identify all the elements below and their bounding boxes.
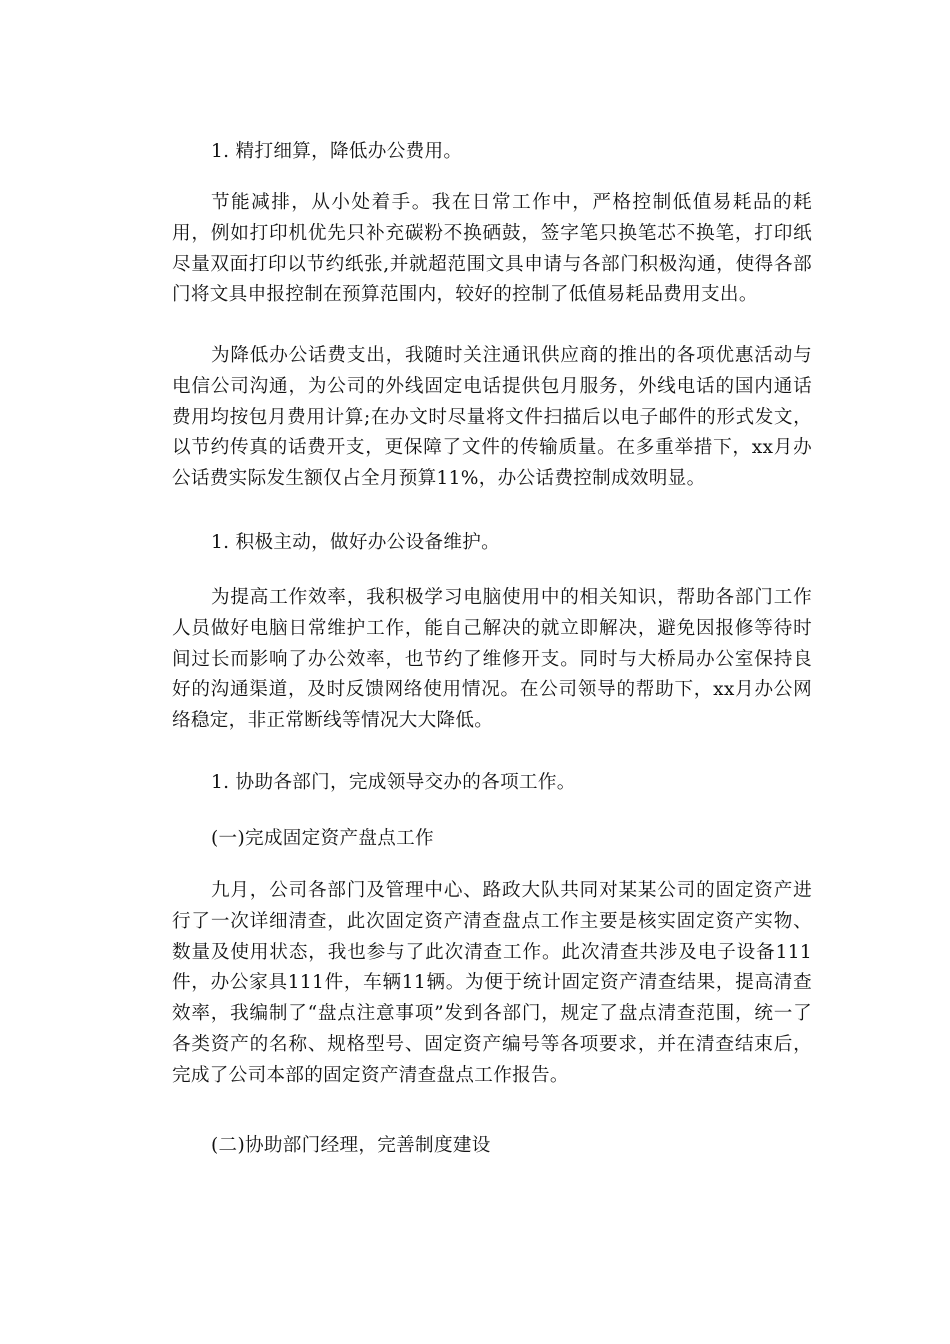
- paragraph-phone-costs: 为降低办公话费支出，我随时关注通讯供应商的推出的各项优惠活动与电信公司沟通，为公司的外线固定电话提供包月服务，外线电话的国内通话费用均按包月费用计算;在办文时尽量将文件扫描后以电子邮件的形式发文，以节约传真的话费开支，更保障了文件的传输质量。在多重举措下，xx月办公话费实际发生额仅占全月预算11%，办公话费控制成效明显。: [172, 345, 812, 490]
- paragraph-asset-inventory: 九月，公司各部门及管理中心、路政大队共同对某某公司的固定资产进行了一次详细清查，此次固定资产清查盘点工作主要是核实固定资产实物、数量及使用状态，我也参与了此次清查工作。此次清查共涉及电子设备111件，办公家具111件，车辆11辆。为便于统计固定资产清查结果，提高清查效率，我编制了“盘点注意事项”发到各部门，规定了盘点清查范围，统一了各类资产的名称、规格型号、固定资产编号等各项要求，并在清查结束后，完成了公司本部的固定资产清查盘点工作报告。: [172, 880, 812, 1086]
- paragraph-computer-maintenance: 为提高工作效率，我积极学习电脑使用中的相关知识，帮助各部门工作人员做好电脑日常维护工作，能自己解决的就立即解决，避免因报修等待时间过长而影响了办公效率，也节约了维修开支。同时与大桥局办公室保持良好的沟通渠道，及时反馈网络使用情况。在公司领导的帮助下，xx月办公网络稳定，非正常断线等情况大大降低。: [172, 587, 812, 732]
- subsection-heading-asset-inventory: (一)完成固定资产盘点工作: [211, 828, 434, 849]
- paragraph-energy-saving: 节能减排，从小处着手。我在日常工作中，严格控制低值易耗品的耗用，例如打印机优先只补充碳粉不换硒鼓，签字笔只换笔芯不换笔，打印纸尽量双面打印以节约纸张,并就超范围文具申请与各部门积极沟通，使得各部门将文具申报控制在预算范围内，较好的控制了低值易耗品费用支出。: [172, 192, 812, 306]
- section-heading-reduce-office-costs: 1. 精打细算，降低办公费用。: [211, 141, 463, 162]
- subsection-heading-system-building: (二)协助部门经理，完善制度建设: [211, 1135, 491, 1156]
- section-heading-assist-departments: 1. 协助各部门，完成领导交办的各项工作。: [211, 772, 576, 793]
- section-heading-equipment-maintenance: 1. 积极主动，做好办公设备维护。: [211, 532, 501, 553]
